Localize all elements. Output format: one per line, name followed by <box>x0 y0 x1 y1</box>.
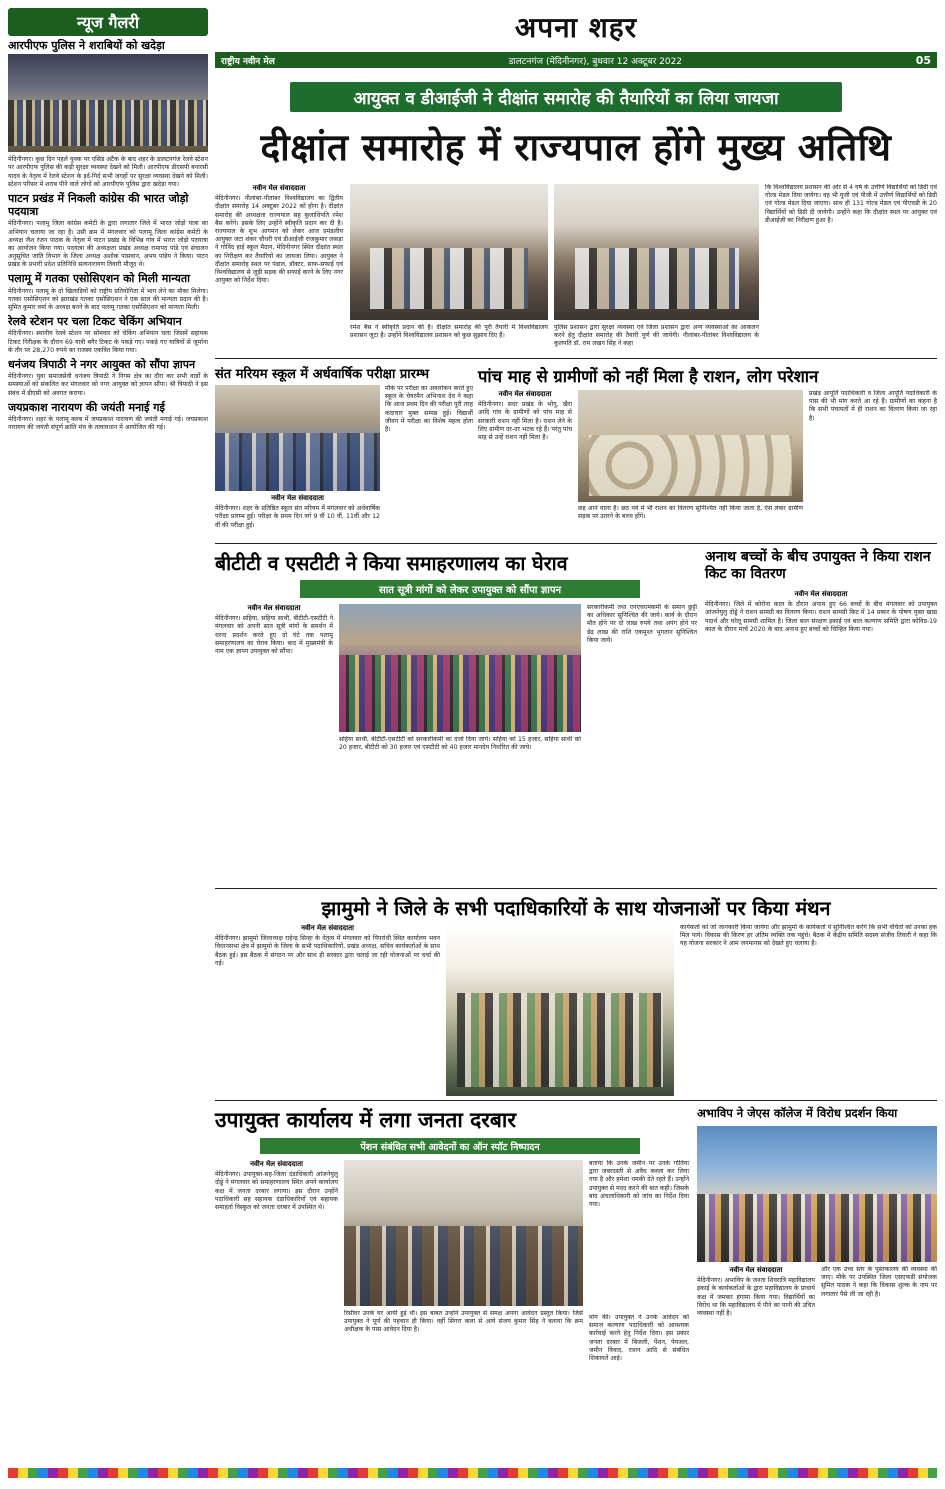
college-column-1 <box>697 1266 815 1460</box>
dateline: डालटनगंज (मेदिनीनगर), बुधवार 12 अक्टूबर 2022 <box>508 56 683 67</box>
byline: नवीन मेल संवाददाता <box>301 924 354 932</box>
byline: नवीन मेल संवाददाता <box>498 390 552 398</box>
byline: नवीन मेल संवाददाता <box>794 590 848 598</box>
protest-column-1 <box>215 604 333 884</box>
college-body: मेदिनीनगर। अभाविप के जनता शिवरात्रि महाविद्यालय इकाई के कार्यकर्ताओं के द्वारा महाविद्यालय के प्राचार्य कक्ष में जमकर हंगामा किया गया। विद्यार्थियों का विरोध था कि महाविद्यालय में पीने का पानी की उचित व्यवस्था नहीं है। <box>697 1277 815 1317</box>
byline: नवीन मेल संवाददाता <box>729 1266 783 1274</box>
protest-headline: बीटीटी व एसटीटी ने किया समाहरणालय का घेराव <box>215 552 568 575</box>
meeting-body: मेदिनीनगर। झामुमो जिलाध्यक्ष राहेन्द्र सिन्हा के नेतृत्व में मंगलवार को पिपरांधी स्थित कार्यालय भवन विधानसभा क्षेत्र में झामुमो के जिला के सभी पदाधिकारियों, प्रखंड अध्यक्ष, सचिव कार्यकर्ताओं के साथ बैठक हुई। इस बैठक में संगठन पर और साथ ही सरकार द्वारा चलाई जा रही योजनाओं पर चर्चा की गई। <box>215 935 440 967</box>
sidebar-story-title: पलामू में गतका एसोसिएशन को मिली मान्यता <box>8 272 190 286</box>
dateline-bar <box>215 52 937 68</box>
officials-inspection-photo <box>554 184 759 320</box>
protest-column-3: सरकारीकर्मी तथा एनएचएमकर्मी के समान छुट्टी का अधिकार सुनिश्चित की जाये। कार्य के दौरान मौत होने पर दो लाख रुपये तथा अपंग होने पर डेढ़ लाख की राशि एकमुश्त भुगतान सुनिश्चित किया जाये। <box>587 604 697 644</box>
ration-sacks-photo <box>578 390 803 502</box>
sidebar-story-text: मेदिनीनगर। युवा समाजसेवी धनंजय त्रिपाठी ने निगम क्षेत्र का दौरा कर सभी वार्डों के समस्याओं को संकलित कर मंगलवार को नगर आयुक्त को ज्ञापन सौंपा। श्री त्रिपाठी ने इस संबंध में डीएसी को अवगत कराया। <box>8 373 208 397</box>
convocation-hall-photo <box>350 184 548 320</box>
ration-column-2: छह आने वाला है। छठ पर्व में भी राशन का वितरण सुनिश्चित नहीं किया जाता है, ऐसे लेकर ग्रामीण सड़क पर उतरने के बाध्य होंगे। <box>578 505 803 521</box>
darbar-subhead: पेंशन संबंधित सभी आवेदनों का ऑन स्पॉट निष्पादन <box>260 1138 640 1154</box>
janta-darbar-photo <box>344 1160 583 1306</box>
meeting-column-1 <box>215 924 440 1096</box>
section-title: अपना शहर <box>514 11 638 44</box>
party-meeting-photo <box>446 924 674 1096</box>
school-text <box>215 494 380 538</box>
rpf-station-photo <box>8 54 208 152</box>
protest-column-2: सहिया साथी, बीटीटी-एसटीटी को सरकारीकर्मी का दर्जा दिया जाये। सहिया को 15 हजार, सहिया साथी को 20 हजार, बीटीटी को 30 हजार एवं एसटीटी को 40 हजार मानदेय निर्धारित की जाये। <box>339 736 581 752</box>
lead-column-2: रमेश बैस ने स्वीकृति प्रदान की है। दीक्षांत समारोह की पूरी तैयारी में विश्वविद्यालय प्रशासन जुटा है। उन्होंने विश्वविद्यालय प्रशासन को कुछ सुझाव दिए हैं। <box>350 324 548 340</box>
sidebar-story-title: धनंजय त्रिपाठी ने नगर आयुक्त को सौंपा ज्ञापन <box>8 357 196 371</box>
lead-column-1 <box>215 184 343 352</box>
sidebar-story-title: जयप्रकाश नारायण की जयंती मनाई गई <box>8 400 165 414</box>
sidebar-story-title: पाटन प्रखंड में निकली कांग्रेस की भारत जोड़ो पदयात्रा <box>8 191 189 219</box>
ration-headline: पांच माह से ग्रामीणों को नहीं मिला है राशन, लोग परेशान <box>478 367 819 386</box>
kit-headline: अनाथ बच्चों के बीच उपायुक्त ने किया राशन किट का वितरण <box>705 549 931 582</box>
byline: नवीन मेल संवाददाता <box>271 494 324 502</box>
meeting-column-2: कार्यकर्ता को जो जानकारी किया जायेगा और झामुमो के कार्यकर्ता ये सुनिश्चित करेंगे कि सभी वंचितों को उनका हक मिल पाये। विकास की किरण हर अंतिम व्यक्ति तक पहुंचे। बैठक में केंद्रीय समिति सदस्य संजीव तिवारी ने कहा कि यह योजना सरकार ने आम जनमानस को देखते हुए चलाया है। <box>680 924 937 948</box>
sidebar-story-text: मेदिनीनगर। कुछ दिन पहले युवक पर एसिड अटैक के बाद शहर के डालटनगंज रेलवे स्टेशन पर आरपीएफ पुलिस की कड़ी सुरक्षा व्यवस्था देखने को मिली। आरपीएफ डीएसपी बनारसी यादव के नेतृत्व में रेलवे स्टेशन के इर्द-गिर्द सभी जगहों पर सुरक्षा व्यवस्था देखने को मिली। स्टेशन परिसर में शराब पीने वाले लोगों को आरपीएफ पुलिस द्वारा खदेड़ा गया। <box>8 156 208 188</box>
masthead <box>215 8 937 48</box>
sidebar-story-text: मेदिनीनगर। शहर के पलामू क्लब में जयप्रकाश नारायण की जयंती मनाई गई। जयप्रकाश नारायण की जयंती संपूर्ण क्रांति मंच के तत्वावधान में आयोजित की गई। <box>8 415 208 432</box>
gallery-title: न्यूज गैलरी <box>8 8 208 36</box>
protest-body: मेदिनीनगर। सहिया, सहिया साथी, बीटीटी-एसटीटी ने मंगलवार को अपनी सात सूत्री मांगों के समर्थन में धरना प्रदर्शन करते हुए दो घंटे तक पलामू समाहरणालय का घेराव किया। बाद में मुख्यमंत्री के नाम एक ज्ञापन उपायुक्त को सौंपा। <box>215 615 333 655</box>
page-number: 05 <box>915 53 931 67</box>
lead-column-4: कि विश्वविद्यालय प्रशासन की ओर से 4 वर्ष के उत्तीर्ण विद्यार्थियों को डिग्री एवं गोल्ड मेडल दिया जायेगा। वह भी यूजी एवं पीजी में उत्तीर्ण विद्यार्थियों को डिग्री एवं गोल्ड मेडल दिया जाएगा। साथ ही 131 गोल्ड मेडल एवं पीएचडी के 20 विद्यार्थियों को डिग्री दी जायेगी। उन्होंने कहा कि दीक्षांत स्थल पर आयुक्त एवं डीआईजी का निरीक्षण हुआ है। <box>765 184 937 224</box>
darbar-column-4: मांग की। उपायुक्त ने उनके आवेदन को समाज कल्याण पदाधिकारी को आवश्यक कार्रवाई करने हेतु निर्देश दिया। इस प्रकार जनता दरबार में बिजली, पेंशन, पेयजल, जमीन विवाद, राशन आदि से संबंधित शिकायतें आई। <box>589 1314 689 1362</box>
darbar-column-2: रिसीवर उनके घर आयी हुई थी। इस बाबत उन्होंने उपायुक्त से समक्ष अपना आवेदन प्रस्तुत किया। जिसे उपायुक्त ने पूर्ण की पहचान ही किया। वहीं सिंगरा कला से आये संजय कुमार सिंह ने बताया कि क्रम अधीक्षक के पास आवेदन दिया है। <box>344 1310 583 1334</box>
brand-name: राष्ट्रीय नवीन मेल <box>221 56 275 67</box>
lead-kicker: आयुक्त व डीआईजी ने दीक्षांत समारोह की तैयारियों का लिया जायजा <box>290 82 842 112</box>
college-protest-photo <box>697 1126 937 1262</box>
protest-subhead: सात सूत्री मांगों को लेकर उपायुक्त को सौंपा ज्ञापन <box>300 580 640 598</box>
school-body: मेदिनीनगर। शहर के प्रतिष्ठित स्कूल संत मरियम में मंगलवार को अर्धवार्षिक परीक्षा प्रारम्भ हुई। परीक्षा के प्रथम दिन वर्ग 9 वीं 10 वीं, 11वीं और 12 वीं की परीक्षा हुई। <box>215 505 380 529</box>
divider <box>215 358 937 359</box>
divider <box>215 1100 937 1101</box>
college-headline: अभाविप ने जेएस कॉलेज में विरोध प्रदर्शन किया <box>697 1106 898 1120</box>
decorative-bottom-strip <box>8 1468 937 1478</box>
darbar-column-1 <box>215 1160 338 1460</box>
kit-body: मेदिनीनगर। जिले में कोरोना काल के दौरान अनाथ हुए 66 बच्चों के बीच मंगलवार को उपायुक्त आंजनेयुलु दोड्डे ने राशन सामग्री का वितरण किया। राशन सामग्री किट में 14 प्रकार के पोषण युक्त खाद्य पदार्थ और घरेलू सामग्री शामिल है। जिला बाल संरक्षण इकाई एवं बाल कल्याण समिति द्वारा कोविड-19 काल के दौरान मार्च 2020 के बाद अनाथ हुए बच्चों को चिन्हित किया गया। <box>705 601 937 633</box>
meeting-headline: झामुमो ने जिले के सभी पदाधिकारियों के साथ योजनाओं पर किया मंथन <box>321 897 831 920</box>
sidebar-story-text: मेदिनीनगर। स्थानीय रेलवे स्टेशन पर सोमवार को चेकिंग अभियान चला जिसमें सहायक टिकट निरीक्षक के दौरान 69 यात्री बगैर टिकट के पकड़े गए। पकड़े गए यात्रियों से जुर्माना के तौर पर 28,270 रुपये का राजस्व एकत्रित किया गया। <box>8 330 208 354</box>
darbar-column-3: बताया कि उनके जमीन पर उनके गोतिया द्वारा जबरदस्ती से अवैध कब्जा कर लिया गया है और हमेशा धमकी देते रहते हैं। उन्होंने उपायुक्त से मदद करने की बात कही। जिसके बाद अंचलाधिकारी को जांच का निर्देश दिया गया। <box>589 1160 689 1208</box>
ration-column-1 <box>478 390 572 540</box>
sidebar-story-text: मेदिनीनगर। पलामू के दो खिलाड़ियों को राष्ट्रीय प्रतियोगिता में भाग लेने का मौका मिलेगा। गतका एसोसिएशन को झारखंड गतका एसोसिएशन ने एक साल की मान्यता प्रदान की है। सुमित कुमार वर्मा के अध्यक्ष बनने के बाद पलामू गतका एसोसिएशन को मान्यता मिली। <box>8 287 208 311</box>
lead-text: मेदिनीनगर। नीलांबर-पीतांबर विश्वविद्यालय का द्वितीय दीक्षांत समारोह 14 अक्टूबर 2022 को होना है। दीक्षांत समारोह की अध्यक्षता राज्यपाल सह कुलाधिपति रमेश बैस करेंगे। इसके लिए उन्होंने स्वीकृति प्रदान कर दी है। राज्यपाल के शुभ आगमन को लेकर आज प्रमंडलीय आयुक्त जटा शंकर चौधरी एवं डीआईजी राजकुमार लकड़ा ने गोविंद हाई स्कूल मैदान, मेदिनीनगर स्थित दीक्षांत स्थल का निरीक्षण कर तैयारियों का जायजा लिया। आयुक्त ने दीक्षांत समारोह स्थल पर पंडाल, डॉक्टर, साफ-सफाई एवं विश्वविद्यालय से जुड़ी सड़क की सफाई करने के लिए नगर आयुक्त को निर्देश दिया। <box>215 195 343 285</box>
lead-column-3: पुलिस प्रशासन द्वारा सुरक्षा व्यवस्था एवं जिला प्रशासन द्वारा अन्य व्यवस्थाओं का आकलन करने हेतु दीक्षांत समारोह की तैयारी पूर्ण की जायेगी। नीलांबर-पीतांबर विश्वविद्यालय के कुलपति डॉ. राम लखन सिंह ने कहा <box>554 324 759 348</box>
byline: नवीन मेल संवाददाता <box>247 604 301 612</box>
kit-column <box>705 590 937 884</box>
school-headline: संत मरियम स्कूल में अर्धवार्षिक परीक्षा प्रारम्भ <box>215 367 430 382</box>
ration-body: मेदिनीनगर। सदर प्रखंड के भोगु, खैरा आदि गांव के ग्रामीणों को पांच माह से सरकारी राशन नहीं मिला है। राशन लेने के लिए ग्रामीण दर-दर भटक रहे हैं। परंतु पांच माह से उन्हें राशन नहीं मिला है। <box>478 401 572 441</box>
sidebar-story-title: आरपीएफ पुलिस ने शराबियों को खदेड़ा <box>8 39 165 52</box>
sidebar-story-text: मेदिनीनगर। पलामू जिला कांग्रेस कमेटी के द्वारा लगातार जिले में भारत जोड़ो यात्रा का अभियान चलाया जा रहा है। उसी क्रम में मंगलवार को पलामू जिला कांग्रेस कमेटी के अध्यक्ष जैश रंजन पाठक के नेतृत्व में पाटन प्रखंड के विभिन्न गांव में भारत जोड़ो पदयात्रा का आयोजन किया गया। पदयात्रा की अध्यक्षता प्रखंड अध्यक्ष रामापद पांडे एवं संचालन अनुसूचित जाति विभाग के जिला अध्यक्ष अशोक पासवान, अभय पांडेय ने किया। पाटन प्रखंड के प्रभारी प्रदेश प्रतिनिधि सत्यनारायण तिवारी मौजूद थे। <box>8 220 208 269</box>
byline: नवीन मेल संवाददाता <box>252 184 306 192</box>
darbar-body: मेदिनीनगर। उपायुक्त-सह-जिला दंडाधिकारी आंजनेयुलु दोड्डे ने मंगलवार को समाहरणालय स्थित अपने कार्यालय कक्ष में जनता दरबार लगाया। इस दौरान उन्होंने पदाधिकारी सह सहायक दंडाधिकारियों एवं सहायक समाहर्ता विस्कुल को जनता दरबार में उपस्थित थे। <box>215 1171 338 1211</box>
darbar-headline: उपायुक्त कार्यालय में लगा जनता दरबार <box>215 1108 516 1132</box>
school-side-text: मौके पर परीक्षा का अवलोकन करते हुए स्कूल के चेयरमैन अभिनाश देव ने कहा कि आज प्रथम दिन की परीक्षा पूरी तरह कदाचार मुक्त सम्पन्न हुई। विद्यार्थी जीवन में परीक्षा का विशेष महत्व होता है। <box>385 385 473 433</box>
exam-classroom-photo <box>215 385 380 491</box>
divider <box>215 543 937 544</box>
college-column-2: और एक उच्च स्तर के पुस्तकालय की व्यवस्था की जाए। मौके पर उपस्थित जिला एसएफडी संयोजक सुमित पाठक ने कहा कि विकास शुल्क के नाम पर लगातार पैसे ली जा रही है। <box>821 1266 937 1298</box>
byline: नवीन मेल संवाददाता <box>250 1160 303 1168</box>
protest-rally-photo <box>339 604 581 732</box>
news-gallery-sidebar <box>8 8 208 1468</box>
sidebar-story-title: रेलवे स्टेशन पर चला टिकट चेकिंग अभियान <box>8 315 182 329</box>
divider <box>215 888 937 889</box>
ration-column-3: प्रखंड आपूर्ति पदाधिकारी व जिला आपूर्ति पदाधिकारी के पास की भी मांग करते आ रहे हैं। ग्रामीणों का कहना है कि सभी पंचायतों में ही राशन का वितरण किया जा रहा है। <box>809 390 937 422</box>
lead-headline: दीक्षांत समारोह में राज्यपाल होंगे मुख्य अतिथि <box>260 126 892 169</box>
